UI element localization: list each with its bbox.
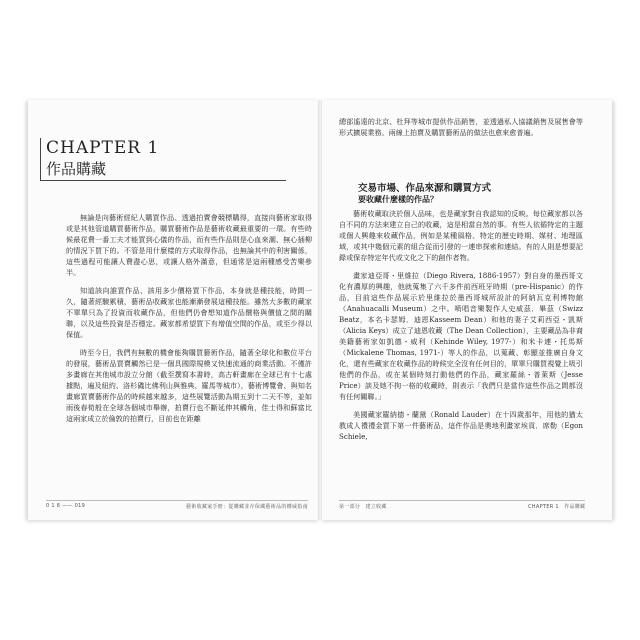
- paragraph: 時至今日，我們有無數的機會能夠購買藝術作品，隨著全球化和數位平台的發展，藝術品買賣觸然已是一個具國際規模又快速流通的商業活動。不僅許多畫廊在其他城市設立分館（截至撰寫本書時，高古軒畫廊在全球已有十七處據點，遍及紐約、洛杉磯比佛利山與雅典、羅馬等城市），藝術博覽會、與知名畫廊買賣藝術作品的時候越來越多，這些展覽活動為期五到十二天不等，並如雨後春筍般在全球各個城市舉辦，拍賣行也不斷延伸其觸角，佳士得和蘇富比這兩家成立於倫敦的拍賣行，目前也在距離: [66, 348, 312, 423]
- chapter-rule-vertical: [40, 138, 41, 180]
- chapter-title: 作品購藏: [46, 160, 107, 178]
- section-heading: 交易市場、作品來源和購買方式: [358, 183, 492, 194]
- right-top-text: [339, 116, 583, 145]
- running-footer-chapter: CHAPTER 1 作品購藏: [528, 504, 586, 510]
- book-gutter: [318, 100, 322, 520]
- paragraph: 總部遙遠的北京、杜拜等城市提供作品銷售，並透過私人協議銷售及展售會等形式擴展業務。兩線上拍賣及購買藝術品的做法也愈來愈普遍。: [339, 117, 583, 137]
- right-body-text: [339, 208, 583, 449]
- paragraph: 知道該向誰買作品、該用多少價格買下作品，本身就是種技能，時間一久，隨著經驗累積，藝術品收藏家也能漸漸發展這種技能。雖然大多數的藏家不單單只為了投資而收藏作品，但他們仍會想知道作品價格與價值之間的關聯，以及這些投資是否穩定。藏家都希望買下有增值空間的作品，或至少得以保值。: [66, 286, 312, 339]
- sub-heading: 要收藏什麼樣的作品？: [358, 195, 438, 204]
- chapter-rule: [40, 180, 286, 181]
- paragraph: 藝術收藏取決於個人品味，也是藏家對自我認知的反映。每位藏家都以各自不同的方法來建立自己的收藏，這是相當自然的事。有些人依循特定的主題或個人興趣來收藏作品，例如是某種風格、特定的歷史時期、媒材、地理區域，或其中幾個元素的組合從而引發的一連串探索和連結。有的人則是想要記錄或保存特定年代或文化之下的創作者物。: [339, 209, 583, 262]
- running-footer-part: 第一部分 建立收藏: [339, 504, 387, 510]
- paragraph: 美國藏家羅納德・蘭黛（Ronald Lauder）在十四歲那年，用他的猶太教成人禮禮金買下第一件藝術品，這件作品是奧地利畫家埃貢．席勒（Egon Schiele,: [339, 410, 583, 441]
- left-body-text: [66, 212, 312, 431]
- footer-rule: [46, 500, 308, 501]
- paragraph: 無論是向藝術經紀人購買作品、透過拍賣會競標購得，直接向藝術家取得或是其他管道購買藝術作品，購買藝術作品是藝術收藏最重要的一環。有些時候最花費一番工夫才能買到心儀的作品，而有些作品則是心血來潮、無心插柳的情況下買下的。不管是用什麼樣的方式取得作品，也無論其中的利害關係，這些過程可能讓人費盡心思，或讓人格外滿意，但通常是這兩種感受苦樂參半。: [66, 213, 312, 277]
- paragraph: 畫家迪亞哥・里維拉（Diego Rivera, 1886-1957）對自身的墨西哥文化有濃厚的興趣，他就蒐集了六千多件前西班牙時期（pre-Hispanic）的作品，目前這些作品展示於里維拉於墨西哥城所設計的阿納瓦克利博物館（Anahuacalli Museum）之中。喷唱音樂製作人史威茲．畢茲（Swizz Beatz，本名卡瑟姆．迪恩Kasseem Dean）和他的妻子艾莉西亞・凱斯（Alicia Keys）成立了迪恩收藏（The Dean Collection），主要藏品為非裔美籍藝術家如凱德・威利（Kehinde Wiley, 1977-）和米卡連・托馬斯（Mickalene Thomas, 1971-）等人的作品，以蒐藏、彰顯並推廣自身文化，還有些藏家在收藏作品的時候完全沒有任何目的，單單只購買視覺上吸引他們的作品，或在某個時刻打動他們的作品，藏家羅絲・普萊斯（Jesse Price）談及她不拘一格的收藏時，則表示「我們只是當作這些作品之間都沒有任何關聯。」: [339, 271, 583, 401]
- page-number-left: 0 1 8 —— 019: [46, 503, 86, 509]
- footer-rule: [339, 500, 585, 501]
- chapter-label: CHAPTER 1: [46, 138, 160, 158]
- running-footer-left: 藝術收藏家手冊：從購藏並存保藏藝術品的權威指南: [186, 504, 308, 510]
